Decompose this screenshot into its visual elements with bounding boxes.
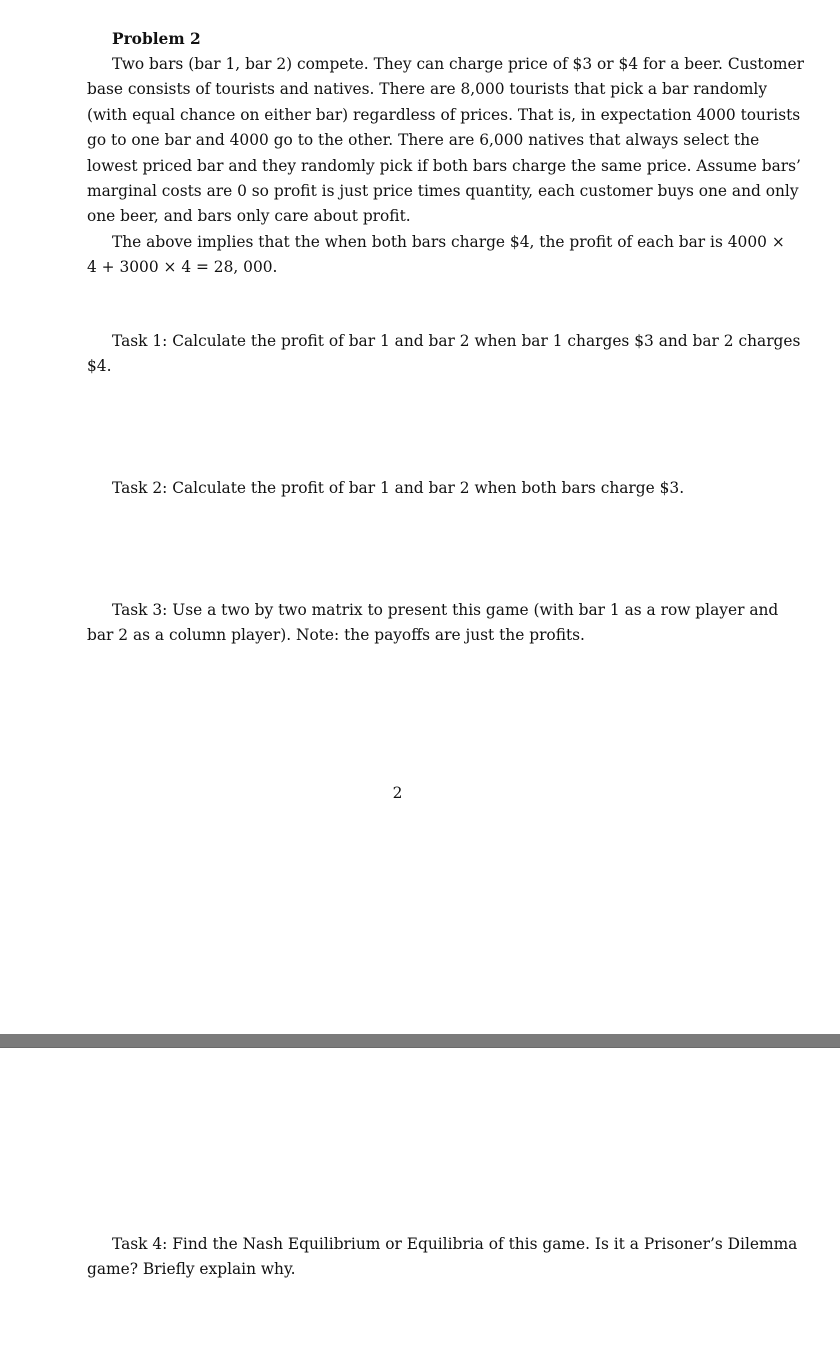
paragraph-line: base consists of tourists and natives. There are 8,000 tourists that pick a bar randomly: [87, 80, 768, 99]
paragraph-line: game? Briefly explain why.: [87, 1260, 296, 1279]
paragraph-line: bar 2 as a column player). Note: the payoffs are just the profits.: [87, 626, 585, 645]
paragraph-line: one beer, and bars only care about profit.: [87, 207, 411, 226]
task-2-text: [87, 476, 709, 501]
paragraph-line: The above implies that the when both bars charge $4, the profit of each bar is 4000 ×: [112, 233, 785, 251]
task-4-text: [87, 1232, 798, 1283]
paragraph-line: lowest priced bar and they randomly pick if both bars charge the same price. Assume bars’: [87, 156, 801, 175]
paragraph-line: 4 + 3000 × 4 = 28, 000.: [87, 258, 278, 277]
paragraph-line: Task 1: Calculate the profit of bar 1 and bar 2 when bar 1 charges $3 and bar 2 charges: [112, 332, 801, 350]
profit-implication-paragraph: [87, 230, 785, 281]
paragraph-line: marginal costs are 0 so profit is just price times quantity, each customer buys one and only: [87, 182, 799, 201]
page-number: 2: [392, 784, 403, 802]
paragraph-line: $4.: [87, 357, 112, 376]
paragraph-line: Task 2: Calculate the profit of bar 1 and bar 2 when both bars charge $3.: [112, 479, 685, 497]
paragraph-line: Task 4: Find the Nash Equilibrium or Equilibria of this game. Is it a Prisoner’s Dilemma: [112, 1235, 798, 1253]
paragraph-line: Task 3: Use a two by two matrix to present this game (with bar 1 as a row player and: [112, 601, 779, 619]
document-page-2: [0, 1048, 840, 1368]
page-divider: [0, 1034, 840, 1048]
paragraph-line: go to one bar and 4000 go to the other. There are 6,000 natives that always select the: [87, 131, 760, 150]
task-3-text: [87, 598, 779, 649]
task-1-text: [87, 329, 801, 380]
paragraph-line: (with equal chance on either bar) regardless of prices. That is, in expectation 4000 tourists: [87, 105, 801, 124]
paragraph-line: Two bars (bar 1, bar 2) compete. They can charge price of $3 or $4 for a beer. Customer: [112, 55, 804, 73]
problem-intro-paragraph: [87, 52, 804, 230]
problem-title: Problem 2: [112, 30, 201, 48]
